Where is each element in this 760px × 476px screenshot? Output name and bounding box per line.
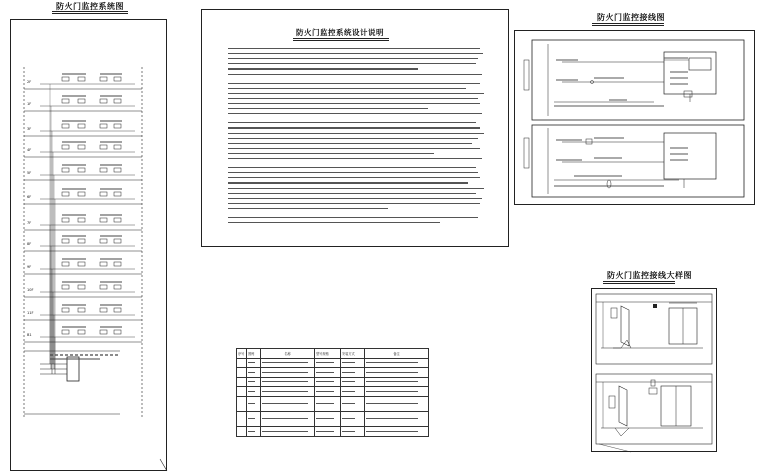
floor-label: B1: [27, 333, 32, 337]
floor-device: [114, 308, 121, 312]
wiring-diagram-drawing: [514, 30, 755, 205]
floor-device: [78, 99, 85, 103]
legend-cell: [237, 358, 247, 368]
floor-device: [100, 308, 107, 312]
legend-table: [236, 348, 429, 437]
legend-cell-text-stroke: [248, 362, 255, 363]
notes-text-line: [228, 208, 388, 209]
floor-device: [62, 168, 69, 172]
notes-text-line: [228, 127, 480, 128]
legend-cell-text-stroke: [248, 381, 255, 382]
legend-cell-text-stroke: [262, 418, 308, 419]
legend-row: [237, 368, 429, 378]
legend-cell-text-stroke: [366, 418, 418, 419]
floor-device: [62, 145, 69, 149]
floor-block: [24, 259, 142, 374]
notes-text-line: [228, 193, 476, 194]
legend-table-header: [237, 349, 429, 359]
legend-cell: [237, 387, 247, 397]
floor-label: 3F: [27, 127, 32, 131]
install-detail-title: 防火门监控接线大样图: [607, 271, 692, 280]
legend-cell: [237, 368, 247, 378]
legend-cell-text-stroke: [248, 391, 255, 392]
floor-device: [100, 145, 107, 149]
wiring-title-underline: [592, 23, 664, 24]
floor-device: [78, 145, 85, 149]
legend-cell: [261, 387, 315, 397]
legend-cell-text-stroke: [262, 372, 308, 373]
legend-cell: [365, 387, 429, 397]
notes-text-line: [228, 98, 478, 99]
system-title-underline-2: [52, 13, 128, 14]
legend-cell: [365, 358, 429, 368]
legend-cell-text-stroke: [342, 381, 355, 382]
notes-text-line: [228, 153, 434, 154]
legend-cell-text-stroke: [366, 362, 418, 363]
legend-cell: [315, 358, 341, 368]
notes-text-line: [228, 63, 476, 64]
legend-header-remark: 备注: [365, 349, 429, 359]
notes-text-line: [228, 172, 478, 173]
floor-device: [78, 124, 85, 128]
floor-device: [100, 262, 107, 266]
notes-text-line: [228, 88, 466, 89]
floor-device: [100, 218, 107, 222]
floor-device: [100, 99, 107, 103]
floor-device: [100, 239, 107, 243]
floor-block: [24, 74, 142, 364]
floor-device: [62, 192, 69, 196]
legend-cell: [365, 396, 429, 411]
notes-title-underline: [293, 38, 389, 39]
legend-cell: [315, 377, 341, 387]
floor-block: [24, 142, 142, 364]
floor-block: [24, 165, 142, 369]
notes-text-line: [228, 167, 476, 168]
legend-cell: [247, 396, 261, 411]
legend-header-symbol: 图例: [247, 349, 261, 359]
floor-block: [24, 282, 142, 364]
notes-text-line: [228, 74, 482, 75]
legend-cell: [261, 411, 315, 426]
legend-row: [237, 377, 429, 387]
design-notes-title: 防火门监控系统设计说明: [296, 28, 384, 37]
notes-text-line: [228, 217, 478, 218]
legend-cell-text-stroke: [262, 362, 308, 363]
legend-cell: [247, 358, 261, 368]
notes-text-line: [228, 122, 476, 123]
floor-device: [100, 192, 107, 196]
notes-text-line: [228, 48, 480, 49]
system-riser-diagram: [10, 19, 167, 471]
floor-label: 1F: [27, 102, 32, 106]
floor-block: [24, 96, 142, 369]
legend-cell-text-stroke: [316, 372, 334, 373]
notes-text-line: [228, 177, 480, 178]
notes-text-line: [228, 83, 480, 84]
floor-device: [114, 145, 121, 149]
floor-device: [100, 77, 107, 81]
notes-text-line: [228, 188, 484, 189]
floor-device: [78, 192, 85, 196]
legend-cell-text-stroke: [366, 431, 418, 432]
legend-cell-text-stroke: [342, 362, 355, 363]
floor-label: 4F: [27, 148, 32, 152]
notes-text-line: [228, 203, 480, 204]
legend-cell-text-stroke: [342, 403, 355, 404]
floor-device: [78, 239, 85, 243]
legend-cell: [315, 396, 341, 411]
legend-cell-text-stroke: [316, 362, 334, 363]
legend-cell: [341, 358, 365, 368]
floor-device: [114, 124, 121, 128]
wiring-title-underline-2: [592, 25, 664, 26]
legend-cell: [261, 426, 315, 436]
legend-cell: [341, 396, 365, 411]
floor-label: 5F: [27, 171, 32, 175]
floor-device: [114, 285, 121, 289]
legend-cell: [365, 426, 429, 436]
legend-cell-text-stroke: [248, 372, 255, 373]
floor-device: [100, 285, 107, 289]
wiring-diagram-title: 防火门监控接线图: [597, 13, 665, 22]
floor-label: 6F: [27, 195, 32, 199]
legend-cell-text-stroke: [248, 403, 255, 404]
legend-cell: [365, 377, 429, 387]
floor-device: [100, 330, 107, 334]
legend-cell-text-stroke: [316, 381, 334, 382]
notes-text-line: [228, 103, 480, 104]
design-notes-text-block: [228, 48, 488, 218]
notes-text-line: [228, 222, 440, 223]
notes-text-line: [228, 58, 478, 59]
legend-cell: [365, 368, 429, 378]
floor-device: [114, 330, 121, 334]
notes-text-line: [228, 133, 484, 134]
floor-device: [114, 262, 121, 266]
legend-cell: [247, 387, 261, 397]
notes-text-line: [228, 148, 480, 149]
legend-header-model: 型号规格: [315, 349, 341, 359]
floor-label: 7F: [27, 221, 32, 225]
notes-text-line: [228, 138, 478, 139]
floor-device: [114, 77, 121, 81]
legend-header-no: 序号: [237, 349, 247, 359]
floor-device: [78, 330, 85, 334]
floor-device: [114, 192, 121, 196]
legend-cell-text-stroke: [366, 381, 418, 382]
legend-cell-text-stroke: [316, 431, 334, 432]
floor-label: 10F: [27, 288, 34, 292]
floor-device: [62, 308, 69, 312]
floor-device: [100, 168, 107, 172]
floor-device: [114, 218, 121, 222]
legend-cell-text-stroke: [262, 431, 308, 432]
install-title-underline-2: [603, 283, 675, 284]
floor-device: [62, 285, 69, 289]
floor-label: 11F: [27, 311, 34, 315]
legend-cell-text-stroke: [262, 403, 308, 404]
floor-device: [62, 124, 69, 128]
legend-cell: [261, 368, 315, 378]
floor-device: [62, 218, 69, 222]
floor-device: [62, 239, 69, 243]
install-title-underline: [603, 281, 675, 282]
legend-cell-text-stroke: [248, 431, 255, 432]
floor-device: [62, 77, 69, 81]
legend-cell: [247, 377, 261, 387]
floor-block: [24, 236, 142, 369]
floor-label: 9F: [27, 265, 32, 269]
floor-device: [100, 124, 107, 128]
legend-cell: [341, 411, 365, 426]
legend-cell: [315, 411, 341, 426]
notes-text-line: [228, 93, 484, 94]
floor-device: [78, 308, 85, 312]
legend-row: [237, 426, 429, 436]
legend-cell-text-stroke: [342, 372, 355, 373]
notes-text-line: [228, 198, 482, 199]
legend-cell: [341, 387, 365, 397]
legend-cell: [247, 426, 261, 436]
legend-cell: [341, 426, 365, 436]
notes-title-underline-2: [293, 40, 389, 41]
legend-cell-text-stroke: [366, 372, 418, 373]
legend-cell: [341, 377, 365, 387]
floor-device: [62, 99, 69, 103]
legend-row: [237, 358, 429, 368]
notes-text-line: [228, 143, 472, 144]
legend-cell-text-stroke: [316, 391, 334, 392]
legend-header-name: 名称: [261, 349, 315, 359]
floor-device: [78, 285, 85, 289]
legend-cell: [315, 426, 341, 436]
legend-cell-text-stroke: [342, 418, 355, 419]
floor-device: [78, 77, 85, 81]
notes-text-line: [228, 108, 428, 109]
floor-device: [62, 262, 69, 266]
floor-block: [24, 327, 142, 374]
legend-cell: [261, 377, 315, 387]
legend-row: [237, 396, 429, 411]
legend-row: [237, 387, 429, 397]
notes-text-line: [228, 113, 482, 114]
system-diagram-title: 防火门监控系统图: [56, 2, 124, 11]
legend-cell: [237, 411, 247, 426]
notes-text-line: [228, 182, 468, 183]
system-title-underline: [52, 11, 128, 12]
legend-cell: [315, 368, 341, 378]
floor-block: [24, 121, 142, 374]
legend-cell-text-stroke: [262, 381, 308, 382]
legend-header-install: 安装方式: [341, 349, 365, 359]
legend-cell-text-stroke: [262, 391, 308, 392]
floor-device: [78, 218, 85, 222]
legend-cell-text-stroke: [342, 431, 355, 432]
legend-cell: [237, 377, 247, 387]
legend-cell-text-stroke: [316, 403, 334, 404]
legend-cell-text-stroke: [342, 391, 355, 392]
legend-cell: [237, 426, 247, 436]
legend-cell: [365, 411, 429, 426]
legend-cell-text-stroke: [248, 418, 255, 419]
legend-cell: [261, 358, 315, 368]
floor-device: [114, 239, 121, 243]
floor-device: [78, 262, 85, 266]
legend-cell: [247, 411, 261, 426]
notes-text-line: [228, 53, 483, 54]
floor-device: [114, 99, 121, 103]
legend-cell-text-stroke: [316, 418, 334, 419]
legend-cell-text-stroke: [366, 391, 418, 392]
floor-device: [78, 168, 85, 172]
floor-block: [24, 215, 142, 364]
install-detail-drawing: [591, 288, 717, 452]
legend-cell: [341, 368, 365, 378]
legend-cell: [261, 396, 315, 411]
legend-cell: [315, 387, 341, 397]
legend-cell-text-stroke: [366, 403, 418, 404]
floor-device: [62, 330, 69, 334]
legend-cell: [237, 396, 247, 411]
floor-label: 2F: [27, 80, 32, 84]
floor-device: [114, 168, 121, 172]
notes-text-line: [228, 158, 482, 159]
legend-row: [237, 411, 429, 426]
notes-text-line: [228, 68, 418, 69]
floor-label: 8F: [27, 242, 32, 246]
legend-cell: [247, 368, 261, 378]
